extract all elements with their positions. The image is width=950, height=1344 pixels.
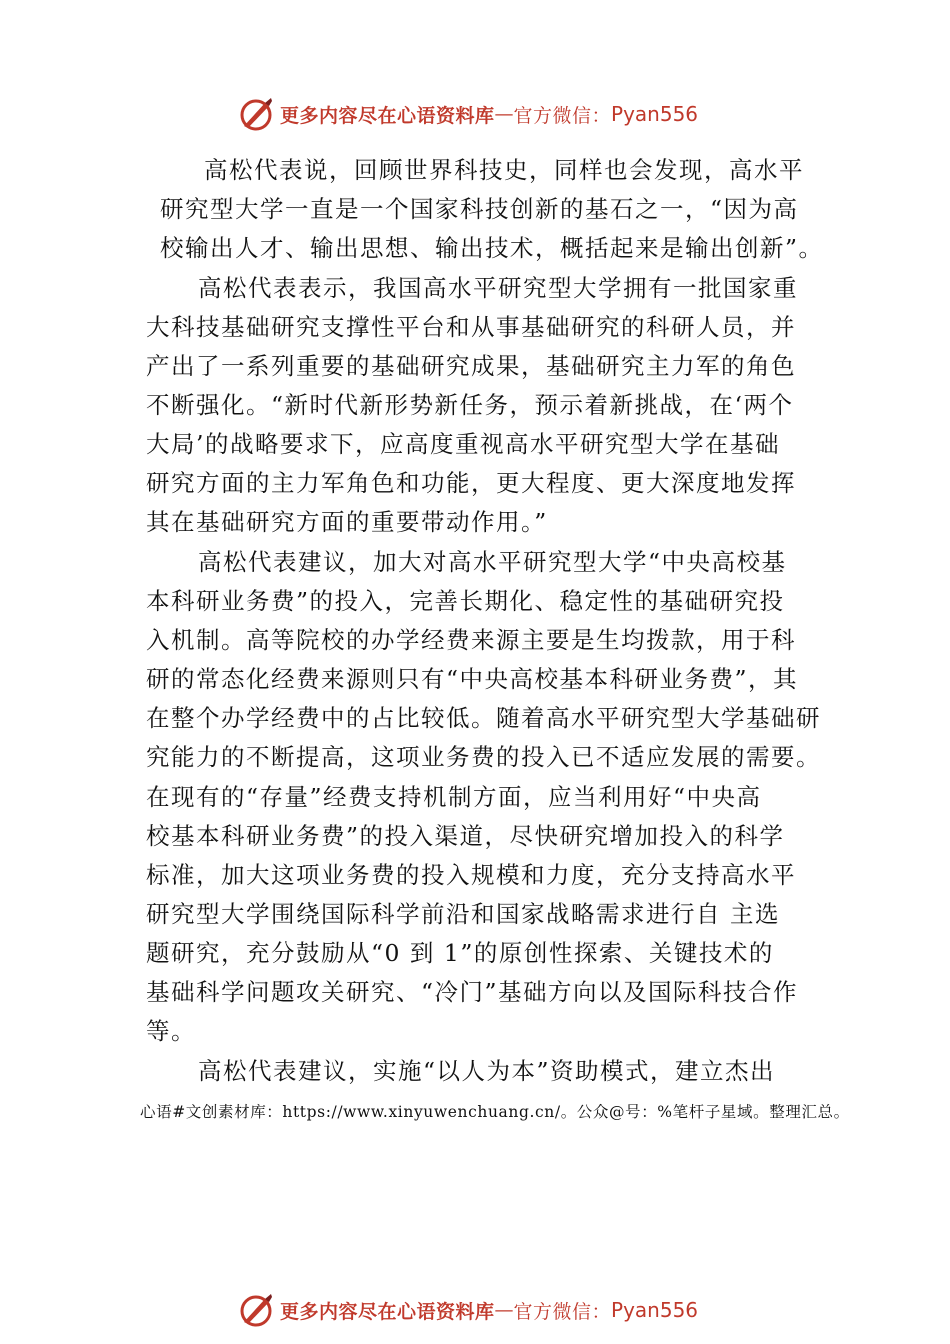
body-line: 大科技基础研究支撑性平台和从事基础研究的科研人员，并 xyxy=(146,313,796,341)
body-line: 题研究，充分鼓励从“0 到 1”的原创性探索、关键技术的 xyxy=(146,939,774,967)
body-line: 基础科学问题攻关研究、“冷门”基础方向以及国际科技合作 xyxy=(146,978,799,1006)
body-line: 大局’的战略要求下，应高度重视高水平研究型大学在基础 xyxy=(146,430,780,458)
banner-title: 更多内容尽在心语资料库 xyxy=(280,104,495,127)
body-line: 高松代表说，回顾世界科技史，同样也会发现，高水平 xyxy=(204,156,804,184)
footer-banner xyxy=(0,1290,950,1330)
body-line: 不断强化。“新时代新形势新任务，预示着新挑战，在‘两个 xyxy=(146,391,794,419)
body-line: 在现有的“存量”经费支持机制方面，应当利用好“中央高 xyxy=(146,783,762,811)
banner-official-label: 官方微信： xyxy=(513,1300,612,1323)
body-line: 本科研业务费”的投入，完善长期化、稳定性的基础研究投 xyxy=(146,587,785,615)
body-line: 究能力的不断提高，这项业务费的投入已不适应发展的需要。 xyxy=(146,743,821,771)
body-line: 高松代表建议，加大对高水平研究型大学“中央高校基 xyxy=(198,548,787,576)
body-line: 校基本科研业务费”的投入渠道，尽快研究增加投入的科学 xyxy=(146,822,785,850)
banner-dash: — xyxy=(494,103,514,125)
banner-dash: — xyxy=(494,1299,514,1321)
brush-logo-icon xyxy=(238,96,274,132)
body-line: 研究方面的主力军角色和功能，更大程度、更大深度地发挥 xyxy=(146,469,796,497)
body-line: 校输出人才、输出思想、输出技术，概括起来是输出创新”。 xyxy=(160,234,824,262)
body-line: 入机制。高等院校的办学经费来源主要是生均拨款，用于科 xyxy=(146,626,796,654)
body-line: 研的常态化经费来源则只有“中央高校基本科研业务费”，其 xyxy=(146,665,799,693)
body-line: 产出了一系列重要的基础研究成果，基础研究主力军的角色 xyxy=(146,352,796,380)
body-line: 其在基础研究方面的重要带动作用。” xyxy=(146,508,548,536)
body-line: 等。 xyxy=(146,1017,196,1045)
body-line: 高松代表建议，实施“以人为本”资助模式，建立杰出 xyxy=(198,1057,776,1085)
source-note: 心语#文创素材库：https://www.xinyuwenchuang.cn/。公众@号：%笔杆子星域。整理汇总。 xyxy=(140,1103,850,1121)
body-line: 标准，加大这项业务费的投入规模和力度，充分支持高水平 xyxy=(146,861,796,889)
banner-official-label: 官方微信： xyxy=(513,104,612,127)
brush-logo-icon xyxy=(238,1292,274,1328)
banner-title: 更多内容尽在心语资料库 xyxy=(280,1300,495,1323)
banner-handle: Pyan556 xyxy=(611,1298,699,1322)
body-line: 研究型大学围绕国际科学前沿和国家战略需求进行自 主选 xyxy=(146,900,780,928)
body-line: 高松代表表示，我国高水平研究型大学拥有一批国家重 xyxy=(198,274,798,302)
header-banner xyxy=(0,94,950,134)
banner-handle: Pyan556 xyxy=(611,102,699,126)
body-line: 在整个办学经费中的占比较低。随着高水平研究型大学基础研 xyxy=(146,704,821,732)
body-line: 研究型大学一直是一个国家科技创新的基石之一，“因为高 xyxy=(160,195,799,223)
